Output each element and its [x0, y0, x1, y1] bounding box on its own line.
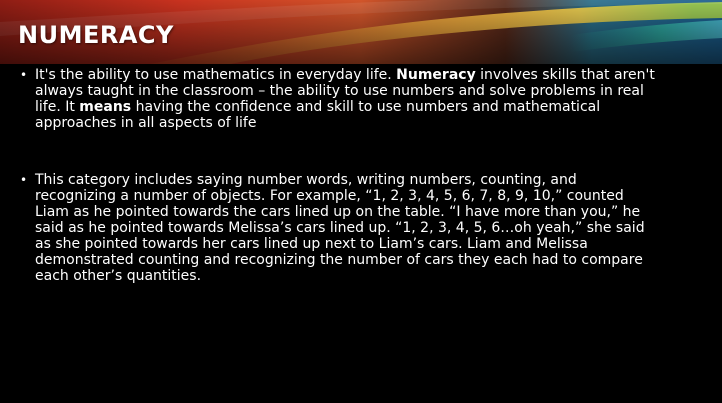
bold-term-means: means — [79, 99, 132, 115]
bullet-item — [20, 172, 660, 284]
bullet-dot-icon: • — [20, 68, 28, 82]
bullet-dot-icon: • — [20, 173, 28, 187]
bold-term-numeracy: Numeracy — [396, 67, 476, 83]
slide-title: NUMERACY — [18, 21, 174, 49]
bullet-text: It's the ability to use mathematics in everyday life. Numeracy involves skills that aren't always taught in the classroom – the ability to use numbers and solve problems in real life. It means having the confidence and skill to use numbers and mathematical approaches in all aspects of life — [35, 67, 655, 131]
bullet-text: This category includes saying number words, writing numbers, counting, and recognizing a number of objects. For example, “1, 2, 3, 4, 5, 6, 7, 8, 9, 10,” counted Liam as he pointed towards the cars lined up on the table. “I have more than you,” he said as he pointed towards Melissa’s cars lined up. “1, 2, 3, 4, 5, 6…oh yeah,” she said as she pointed towards her cars lined up next to Liam’s cars. Liam and Melissa demonstrated counting and recognizing the number of cars they each had to compare each other’s quantities. — [35, 172, 645, 284]
slide-body — [20, 67, 660, 284]
header-band — [0, 0, 722, 64]
bullet-item — [20, 67, 660, 131]
